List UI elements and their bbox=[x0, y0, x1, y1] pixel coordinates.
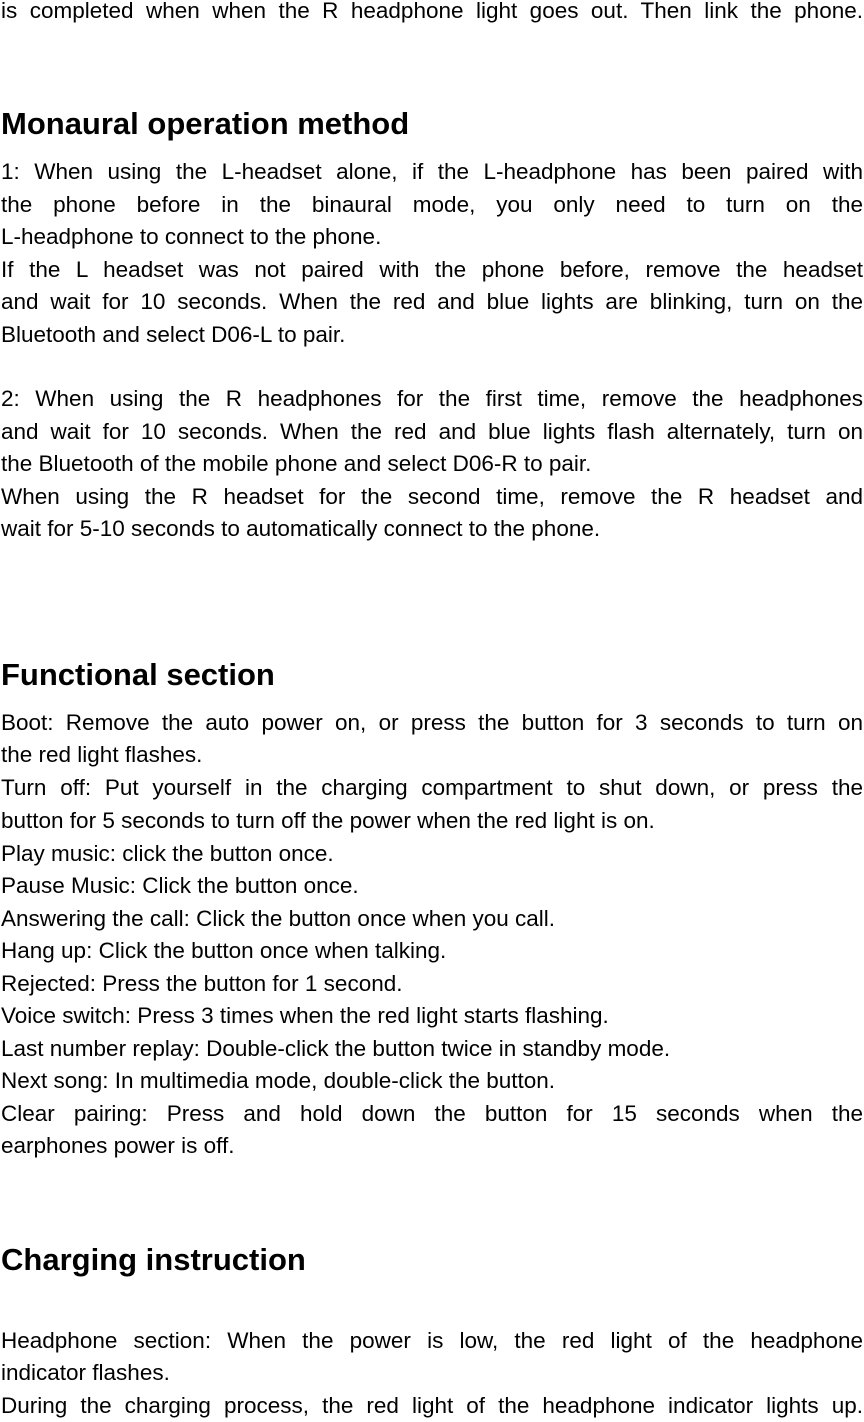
charging-line: indicator flashes. bbox=[1, 1360, 170, 1385]
functional-line: earphones power is off. bbox=[1, 1133, 235, 1158]
monaural-paragraph-3-line-2: and wait for 10 seconds. When the red and blue lights flash alternately, turn on bbox=[1, 419, 863, 444]
functional-line: the red light flashes. bbox=[1, 742, 203, 767]
monaural-paragraph-3-line-3: the Bluetooth of the mobile phone and select D06-R to pair. bbox=[1, 451, 592, 476]
monaural-paragraph-1-line-2: the phone before in the binaural mode, you only need to turn on the bbox=[1, 192, 863, 217]
functional-line: Hang up: Click the button once when talking. bbox=[1, 938, 447, 963]
functional-line: Next song: In multimedia mode, double-click the button. bbox=[1, 1068, 556, 1093]
functional-line: Boot: Remove the auto power on, or press the button for 3 seconds to turn on bbox=[1, 710, 863, 735]
functional-line: Rejected: Press the button for 1 second. bbox=[1, 971, 403, 996]
monaural-paragraph-2-line-2: and wait for 10 seconds. When the red and blue lights are blinking, turn on the bbox=[1, 289, 863, 314]
functional-line: button for 5 seconds to turn off the power when the red light is on. bbox=[1, 808, 655, 833]
monaural-paragraph-4-line-1: When using the R headset for the second time, remove the R headset and bbox=[1, 484, 863, 509]
functional-line: Voice switch: Press 3 times when the red light starts flashing. bbox=[1, 1003, 609, 1028]
monaural-paragraph-3-line-1: 2: When using the R headphones for the first time, remove the headphones bbox=[1, 386, 863, 411]
monaural-paragraph-2-line-1: If the L headset was not paired with the phone before, remove the headset bbox=[1, 257, 863, 282]
functional-line: Play music: click the button once. bbox=[1, 841, 334, 866]
functional-line: Clear pairing: Press and hold down the button for 15 seconds when the bbox=[1, 1101, 863, 1126]
functional-line: Turn off: Put yourself in the charging compartment to shut down, or press the bbox=[1, 775, 863, 800]
monaural-paragraph-4-line-2: wait for 5-10 seconds to automatically connect to the phone. bbox=[1, 516, 601, 541]
heading-monaural-operation: Monaural operation method bbox=[1, 106, 410, 141]
functional-line: Answering the call: Click the button once when you call. bbox=[1, 906, 556, 931]
functional-line: Last number replay: Double-click the button twice in standby mode. bbox=[1, 1036, 671, 1061]
heading-functional-section: Functional section bbox=[1, 657, 275, 692]
monaural-paragraph-1-line-1: 1: When using the L-headset alone, if the L-headphone has been paired with bbox=[1, 159, 863, 184]
charging-line: Headphone section: When the power is low, the red light of the headphone bbox=[1, 1328, 863, 1353]
charging-line: During the charging process, the red light of the headphone indicator lights up. bbox=[1, 1393, 863, 1418]
monaural-paragraph-2-line-3: Bluetooth and select D06-L to pair. bbox=[1, 322, 346, 347]
functional-line: Pause Music: Click the button once. bbox=[1, 873, 359, 898]
monaural-paragraph-1-line-3: L-headphone to connect to the phone. bbox=[1, 224, 382, 249]
heading-charging-instruction: Charging instruction bbox=[1, 1242, 306, 1277]
intro-text-line: is completed when when the R headphone light goes out. Then link the phone. bbox=[1, 0, 863, 23]
